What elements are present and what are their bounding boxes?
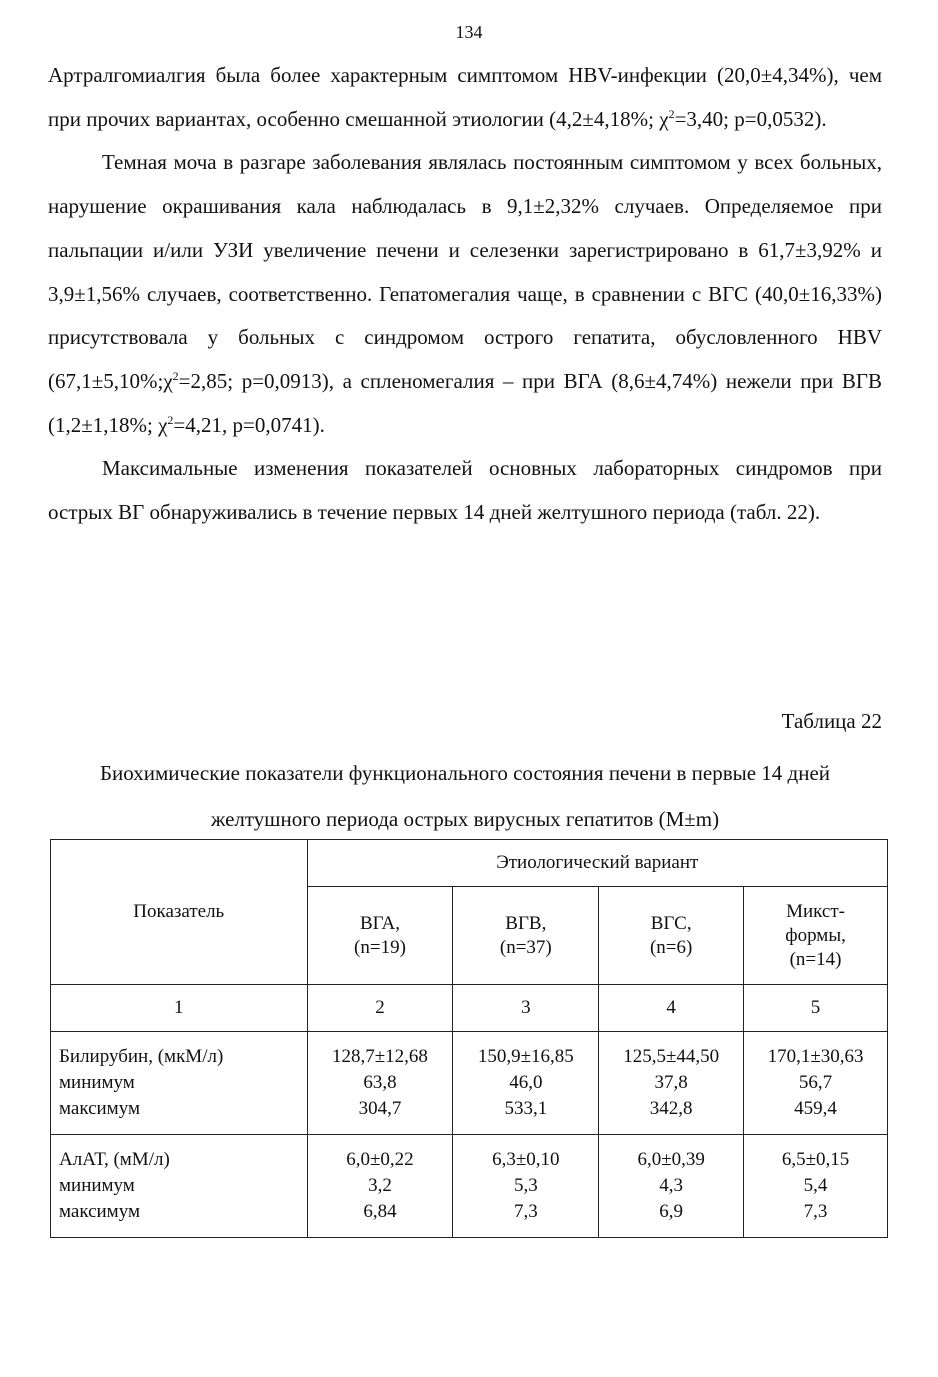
- body-text: [48, 54, 882, 535]
- column-header-line: (n=6): [649, 936, 693, 958]
- row-label-line: АлАТ, (мМ/л): [59, 1149, 170, 1170]
- row-label-line: минимум: [59, 1175, 135, 1196]
- table-cell: [599, 1032, 744, 1135]
- column-header-line: Микст-: [786, 900, 845, 922]
- column-number: 1: [51, 985, 308, 1032]
- row-label: [51, 1032, 308, 1135]
- cell-value: 6,84: [363, 1201, 397, 1222]
- cell-value: 46,0: [509, 1072, 543, 1093]
- paragraph: [48, 141, 882, 447]
- column-header-line: (n=19): [354, 936, 406, 958]
- column-number: 4: [599, 985, 744, 1032]
- table-cell: [453, 1135, 599, 1238]
- table-cell: [744, 1032, 888, 1135]
- column-number: 3: [453, 985, 599, 1032]
- row-label-line: максимум: [59, 1098, 140, 1119]
- cell-value: 7,3: [803, 1201, 828, 1222]
- superscript: 2: [668, 106, 675, 121]
- cell-value: 533,1: [504, 1098, 548, 1119]
- column-number: 2: [307, 985, 453, 1032]
- cell-value: 342,8: [649, 1098, 693, 1119]
- cell-value: 6,0±0,39: [637, 1149, 705, 1170]
- column-header-line: (n=14): [789, 948, 842, 970]
- cell-value: 170,1±30,63: [767, 1046, 864, 1067]
- table-row: [51, 1032, 888, 1135]
- row-label: [51, 1135, 308, 1238]
- column-header: [307, 887, 453, 985]
- text-run: =3,40; p=0,0532).: [674, 106, 827, 131]
- column-header-line: ВГА,: [359, 912, 400, 934]
- column-header-line: ВГВ,: [505, 912, 547, 934]
- table-cell: [453, 1032, 599, 1135]
- cell-value: 304,7: [358, 1098, 402, 1119]
- table-cell: [599, 1135, 744, 1238]
- cell-value: 63,8: [363, 1072, 397, 1093]
- table-cell: [307, 1135, 453, 1238]
- paragraph: [48, 54, 882, 141]
- text-run: Темная моча в разгаре заболевания являлась постоянным симптомом у всех больных, нарушение окрашивания кала наблюдалась в 9,1±2,32% случаев. Определяемое при пальпации и/или УЗИ увеличение печени и селезенки зарегистрировано в 61,7±3,92% и 3,9±1,56% случаев, соответственно. Гепатомегалия чаще, в сравнении с ВГС (40,0±16,33%) присутствовала у больных с синдромом острого гепатита, обусловленного HBV (67,1±5,10%;χ: [48, 150, 882, 393]
- etiology-group-header: Этиологический вариант: [307, 840, 887, 887]
- column-header-line: (n=37): [499, 936, 552, 958]
- page-number: 134: [455, 22, 483, 42]
- cell-value: 6,3±0,10: [492, 1149, 560, 1170]
- text-run: Максимальные изменения показателей основных лабораторных синдромов при острых ВГ обнаруживались в течение первых 14 дней желтушного периода (табл. 22).: [48, 456, 882, 525]
- column-header: [453, 887, 599, 985]
- cell-value: 459,4: [794, 1098, 837, 1119]
- table-cell: [307, 1032, 453, 1135]
- cell-value: 5,3: [513, 1175, 538, 1196]
- indicator-header: Показатель: [51, 840, 308, 985]
- column-number: 5: [744, 985, 888, 1032]
- column-header-line: формы,: [785, 924, 846, 946]
- text-run: Артралгомиалгия была более характерным симптомом HBV-инфекции (20,0±4,34%), чем при прочих вариантах, особенно смешанной этиологии (4,2±4,18%; χ: [48, 63, 882, 131]
- cell-value: 3,2: [368, 1175, 392, 1196]
- cell-value: 56,7: [798, 1072, 833, 1093]
- column-header-line: ВГС,: [650, 912, 692, 934]
- cell-value: 6,0±0,22: [346, 1149, 414, 1170]
- table-title: Биохимические показатели функционального состояния печени в первые 14 дней желтушного периода острых вирусных гепатитов (M±m): [99, 761, 831, 831]
- cell-value: 6,5±0,15: [781, 1149, 850, 1170]
- table-row: [51, 1135, 888, 1238]
- cell-value: 6,9: [659, 1201, 684, 1222]
- column-header: [744, 887, 888, 985]
- cell-value: 37,8: [654, 1072, 688, 1093]
- superscript: 2: [172, 368, 179, 383]
- cell-value: 7,3: [513, 1201, 538, 1222]
- cell-value: 128,7±12,68: [332, 1046, 428, 1067]
- row-label-line: максимум: [59, 1201, 140, 1222]
- table-label: Таблица 22: [781, 709, 882, 733]
- cell-value: 125,5±44,50: [623, 1046, 720, 1067]
- cell-value: 4,3: [659, 1175, 684, 1196]
- column-header: [599, 887, 744, 985]
- superscript: 2: [167, 412, 174, 427]
- text-run: =4,21, p=0,0741).: [173, 412, 325, 437]
- text-run: =2,85; p=0,0913), а спленомегалия – при ВГА (8,6±4,74%) нежели при ВГВ (1,2±1,18%; χ: [48, 368, 882, 437]
- biochemistry-table: [50, 839, 888, 1238]
- row-label-line: Билирубин, (мкМ/л): [59, 1046, 224, 1067]
- cell-value: 5,4: [803, 1175, 828, 1196]
- cell-value: 150,9±16,85: [477, 1046, 574, 1067]
- table-cell: [744, 1135, 888, 1238]
- paragraph: [48, 447, 882, 534]
- row-label-line: минимум: [59, 1072, 135, 1093]
